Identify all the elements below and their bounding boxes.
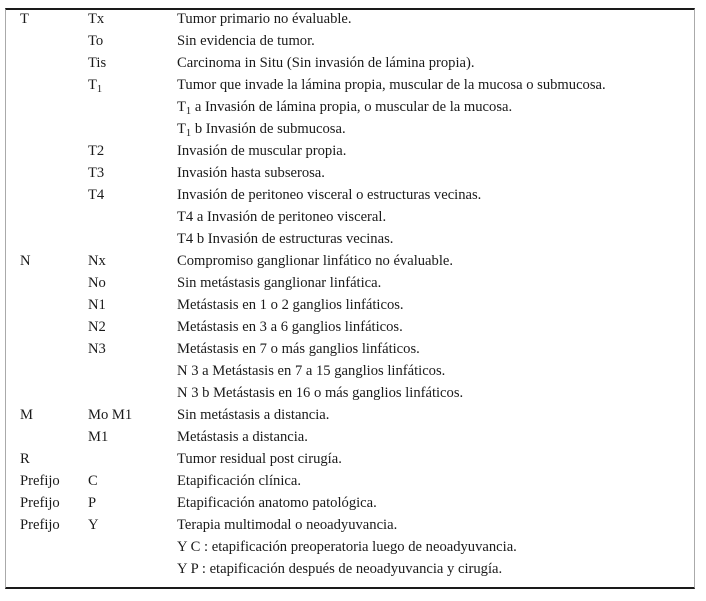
- cell-code: To: [88, 33, 104, 49]
- cell-description: T4 a Invasión de peritoneo visceral.: [177, 209, 387, 225]
- cell-description: Y P : etapificación después de neoadyuvancia y cirugía.: [177, 561, 503, 577]
- cell-description: Tumor residual post cirugía.: [177, 451, 342, 467]
- desc-prefix-base: T: [177, 121, 186, 137]
- table-row: [0, 74, 706, 96]
- cell-category: R: [20, 451, 30, 467]
- table-row: [0, 294, 706, 316]
- desc-rest: b Invasión de submucosa.: [191, 121, 346, 137]
- table-row: [0, 558, 706, 580]
- code-base: T: [88, 77, 97, 93]
- staging-table: [0, 8, 706, 580]
- cell-description: Compromiso ganglionar linfático no évaluable.: [177, 253, 453, 269]
- table-row: [0, 426, 706, 448]
- cell-code: T3: [88, 165, 105, 181]
- table-row: [0, 492, 706, 514]
- cell-description: Y C : etapificación preoperatoria luego de neoadyuvancia.: [177, 539, 517, 555]
- cell-description: Sin metástasis a distancia.: [177, 407, 330, 423]
- table-row: [0, 52, 706, 74]
- cell-description: Carcinoma in Situ (Sin invasión de lámina propia).: [177, 55, 475, 71]
- cell-category: T: [20, 11, 29, 27]
- cell-description: N 3 b Metástasis en 16 o más ganglios linfáticos.: [177, 385, 464, 401]
- table-row: [0, 118, 706, 140]
- table-row: [0, 228, 706, 250]
- cell-category: M: [20, 407, 33, 423]
- table-row: [0, 514, 706, 536]
- cell-code: C: [88, 473, 98, 489]
- table-row: [0, 184, 706, 206]
- cell-description: Invasión de muscular propia.: [177, 143, 347, 159]
- cell-description: Invasión hasta subserosa.: [177, 165, 325, 181]
- cell-code: Y: [88, 517, 99, 533]
- table-row: [0, 206, 706, 228]
- cell-description: Sin metástasis ganglionar linfática.: [177, 275, 382, 291]
- cell-description: T4 b Invasión de estructuras vecinas.: [177, 231, 394, 247]
- cell-code: N3: [88, 341, 106, 357]
- cell-code: Tx: [88, 11, 105, 27]
- table-row: [0, 536, 706, 558]
- cell-description: Terapia multimodal o neoadyuvancia.: [177, 517, 398, 533]
- desc-prefix-subscript: 1: [185, 128, 192, 140]
- table-row: [0, 470, 706, 492]
- cell-description: Etapificación anatomo patológica.: [177, 495, 377, 511]
- cell-category: Prefijo: [20, 517, 60, 533]
- desc-rest: a Invasión de lámina propia, o muscular de la mucosa.: [191, 99, 513, 115]
- cell-description: Metástasis en 3 a 6 ganglios linfáticos.: [177, 319, 403, 335]
- cell-code: P: [88, 495, 97, 511]
- cell-code: N2: [88, 319, 106, 335]
- cell-code: [88, 74, 177, 96]
- cell-description: N 3 a Metástasis en 7 a 15 ganglios linfáticos.: [177, 363, 446, 379]
- cell-description: Metástasis en 7 o más ganglios linfáticos.: [177, 341, 420, 357]
- cell-code: Nx: [88, 253, 106, 269]
- cell-description: Tumor primario no évaluable.: [177, 11, 352, 27]
- table-row: [0, 404, 706, 426]
- cell-category: N: [20, 253, 31, 269]
- table-row: [0, 8, 706, 30]
- cell-description: Metástasis a distancia.: [177, 429, 308, 445]
- desc-prefix-base: T: [177, 99, 186, 115]
- cell-description: [177, 118, 706, 140]
- cell-description: Etapificación clínica.: [177, 473, 301, 489]
- cell-description: [177, 96, 706, 118]
- table-row: [0, 382, 706, 404]
- table-row: [0, 140, 706, 162]
- code-subscript: 1: [96, 84, 103, 96]
- cell-description: Sin evidencia de tumor.: [177, 33, 315, 49]
- cell-code: T2: [88, 143, 105, 159]
- table-row: [0, 30, 706, 52]
- cell-category: Prefijo: [20, 473, 60, 489]
- cell-code: M1: [88, 429, 109, 445]
- cell-code: Mo M1: [88, 407, 133, 423]
- table-row: [0, 250, 706, 272]
- table-row: [0, 96, 706, 118]
- table-row: [0, 162, 706, 184]
- table-row: [0, 272, 706, 294]
- cell-category: Prefijo: [20, 495, 60, 511]
- cell-description: Invasión de peritoneo visceral o estructuras vecinas.: [177, 187, 482, 203]
- desc-prefix-subscript: 1: [185, 106, 192, 118]
- cell-code: Tis: [88, 55, 107, 71]
- cell-code: T4: [88, 187, 105, 203]
- cell-code: N1: [88, 297, 106, 313]
- cell-description: Metástasis en 1 o 2 ganglios linfáticos.: [177, 297, 404, 313]
- table-row: [0, 448, 706, 470]
- cell-description: Tumor que invade la lámina propia, muscular de la mucosa o submucosa.: [177, 77, 606, 93]
- table-row: [0, 316, 706, 338]
- table-row: [0, 360, 706, 382]
- table-row: [0, 338, 706, 360]
- cell-code: No: [88, 275, 106, 291]
